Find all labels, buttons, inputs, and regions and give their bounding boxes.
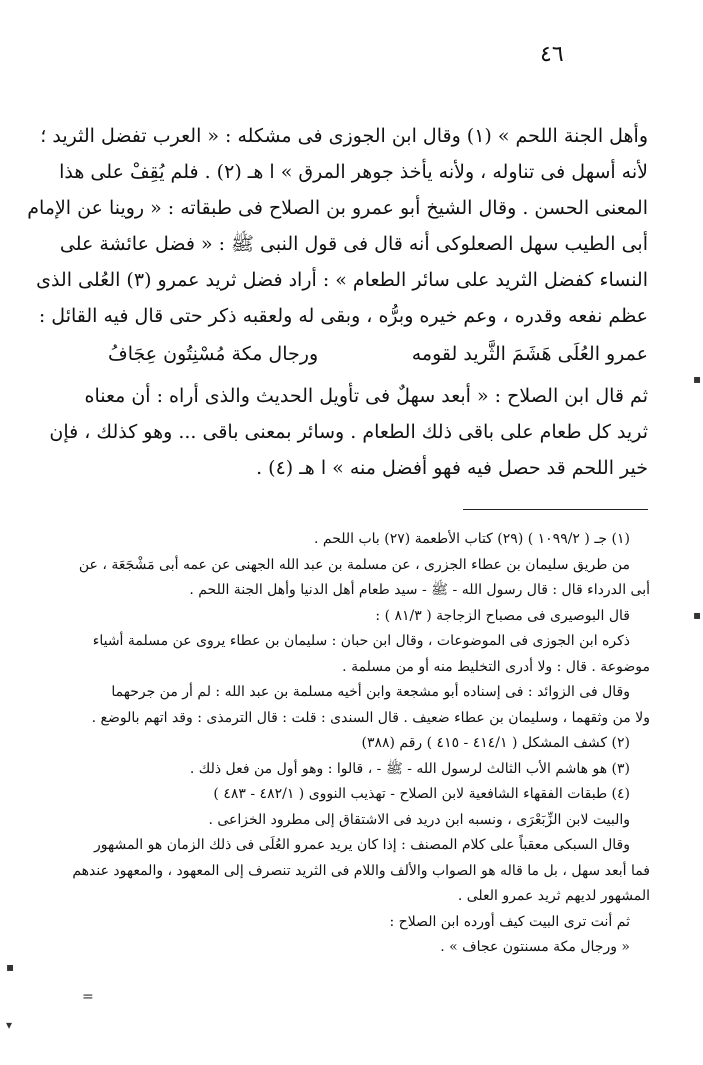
main-text-line: ثم قال ابن الصلاح : « أبعد سهلٌ فى تأويل الحديث والذى أراه : أن معناه (84, 385, 648, 407)
footnote-line: قال البوصيرى فى مصباح الزجاجة ( ٨١/٣ ) : (375, 607, 630, 624)
footnote-line: ثم أنت ترى البيت كيف أورده ابن الصلاح : (389, 913, 630, 930)
margin-dot: ▪ (693, 372, 702, 386)
footnote-line: ذكره ابن الجوزى فى الموضوعات ، وقال ابن حبان : سليمان بن عطاء يروى عن مسلمة أشياء (92, 633, 630, 649)
footnotes (58, 527, 650, 961)
footnote-line: (٤) طبقات الفقهاء الشافعية لابن الصلاح - تهذيب النووى ( ٤٨٢/١ - ٤٨٣ ) (213, 786, 630, 802)
footnote-line: (٢) كشف المشكل ( ٤١٤/١ - ٤١٥ ) رقم (٣٨٨) (361, 735, 630, 751)
main-text-line: عظم نفعه وقدره ، وعم خيره وبرُّه ، وبقى له ولعقبه ذكر حتى قال فيه القائل : (38, 305, 648, 327)
footnote-line: من طريق سليمان بن عطاء الجزرى ، عن مسلمة بن عبد الله الجهنى عن عمه أبى مَشْجَعَة ، عن (78, 556, 630, 573)
main-text (27, 118, 648, 334)
footnote-line: (٣) هو هاشم الأب الثالث لرسول الله - ﷺ - ، قالوا : وهو أول من فعل ذلك . (189, 760, 630, 777)
main-text-line: أبى الطيب سهل الصعلوكى أنه قال فى قول النبى ﷺ : « فضل عائشة على (59, 233, 648, 255)
margin-dot: ▪ (6, 960, 15, 974)
margin-equals-mark: = (82, 989, 94, 1005)
margin-dot: ▾ (6, 1018, 13, 1032)
footnote-line: ولا من وثقهما ، وسليمان بن عطاء ضعيف . قال السندى : قلت : قال الترمذى : وقد اتهم بالوضع . (91, 709, 650, 726)
main-text-line: ثريد كل طعام على باقى ذلك الطعام . وسائر بمعنى باقى ... وهو كذلك ، فإن (49, 421, 648, 443)
footnote-line: وقال السبكى معقباً على كلام المصنف : إذا كان يريد عمرو العُلَى فى ذلك الزمان هو المشهور (94, 837, 630, 853)
main-text-line: وأهل الجنة اللحم » (١) وقال ابن الجوزى فى مشكله : « العرب تفضل الثريد ؛ (40, 125, 648, 147)
margin-dot: ▪ (693, 608, 702, 622)
footnote-line: المشهور لديهم ثريد عمرو العلى . (457, 888, 650, 904)
main-text-line: المعنى الحسن . وقال الشيخ أبو عمرو بن الصلاح فى طبقاته : « روينا عن الإمام (27, 197, 648, 219)
poetry-verse (108, 336, 648, 372)
footnote-line: (١) جـ ( ١٠٩٩/٢ ) (٢٩) كتاب الأطعمة (٢٧) باب اللحم . (313, 531, 630, 547)
footnote-line: « ورجال مكة مسنتون عجاف » . (440, 939, 630, 955)
page-number: ٤٦ (540, 42, 564, 67)
footnote-line: موضوعة . قال : ولا أدرى التخليط منه أو من مسلمة . (342, 658, 650, 675)
main-text-line: النساء كفضل الثريد على سائر الطعام » : أراد فضل ثريد عمرو (٣) العُلى الذى (36, 269, 648, 291)
footnote-line: والبيت لابن الزِّبَعْرَى ، ونسبه ابن دريد فى الاشتقاق إلى مطرود الخزاعى . (208, 811, 630, 828)
footnote-line: أبى الدرداء قال : قال رسول الله - ﷺ - سيد طعام أهل الدنيا وأهل الجنة اللحم . (189, 582, 650, 598)
footnote-line: وقال فى الزوائد : فى إسناده أبو مشجعة وابن أخيه مسلمة بن عبد الله : لم أر من جرحهما (111, 684, 630, 700)
verse-second-hemistich: ورجال مكة مُسْنِتُون عِجَافُ (108, 343, 319, 365)
verse-first-hemistich: عمرو العُلَى هَشَمَ الثَّريد لقومه (411, 343, 648, 365)
after-verse-text (49, 378, 648, 486)
main-text-line: لأنه أسهل فى تناوله ، ولأنه يأخذ جوهر المرق » ا هـ (٢) . فلم يُقِفْ على هذا (59, 161, 648, 183)
footnote-separator (463, 509, 648, 510)
footnote-line: فما أبعد سهل ، بل ما قاله هو الصواب والألف واللام فى الثريد تنصرف إلى المعهود ، والمعهود عندهم (72, 862, 650, 879)
main-text-line: خير اللحم قد حصل فيه فهو أفضل منه » ا هـ (٤) . (256, 457, 648, 479)
